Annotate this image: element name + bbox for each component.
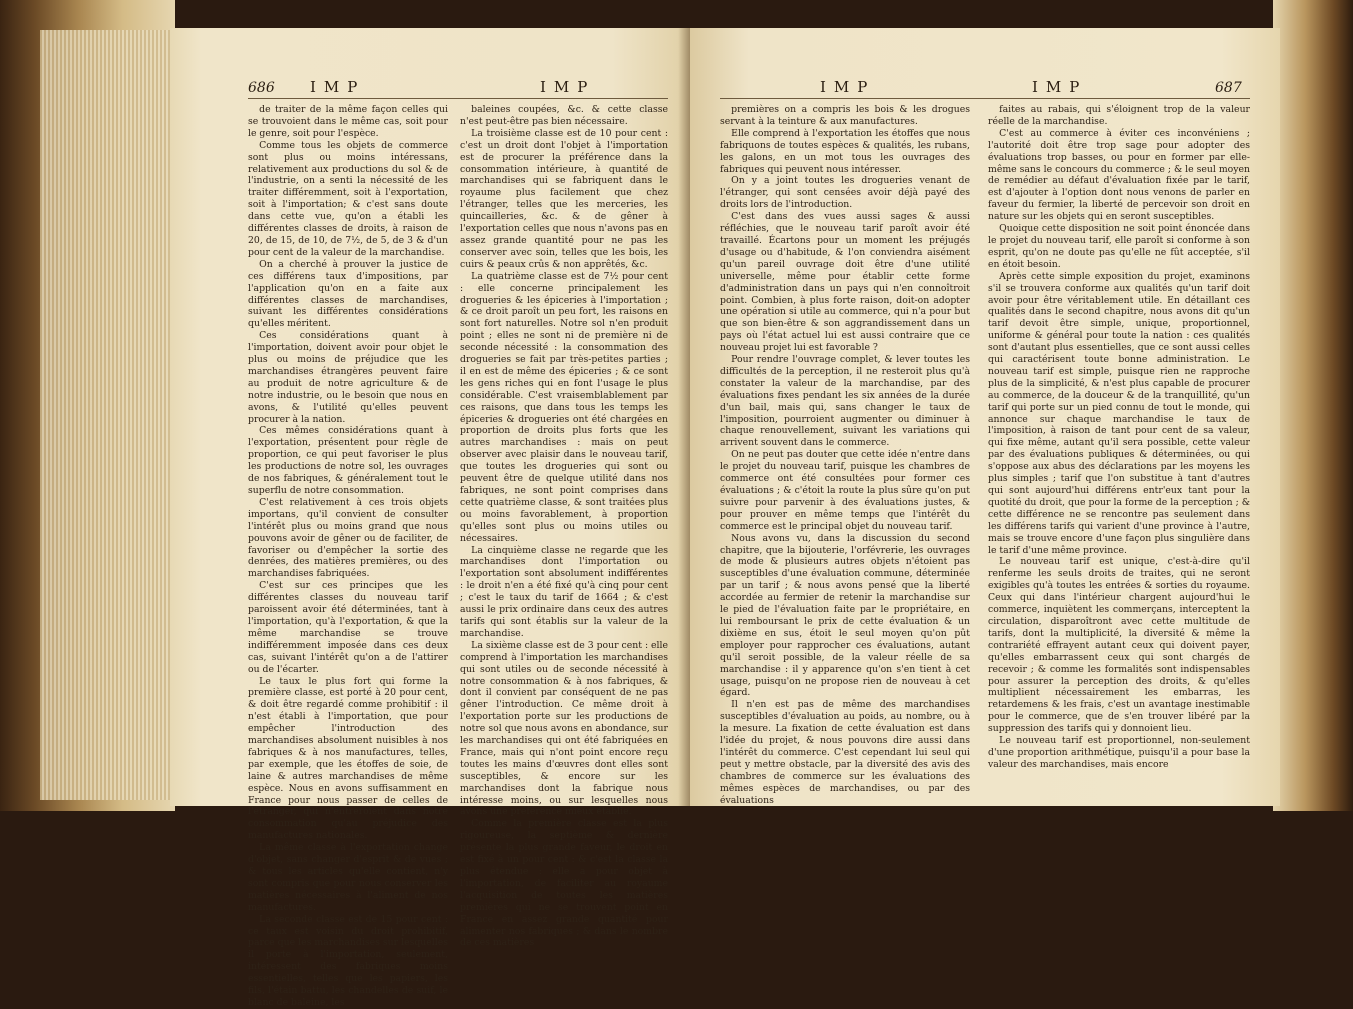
left-head-rule: [248, 98, 668, 99]
paragraph: La cinquième classe ne regarde que les marchandises dont l'importation ou l'exportation sont absolument indifférentes : le droit n'en a été fixé qu'à cinq pour cent ; c'est le taux du tarif de 1664 ; & c'est aussi le prix ordinaire dans ceux des autres tarifs qui sont établis sur la valeur de la marchandise.: [460, 544, 668, 639]
book-edge-right: [1273, 0, 1353, 811]
paragraph: Il n'en est pas de même des marchandises susceptibles d'évaluation au poids, au nombre, ou à la mesure. La fixation de cette évaluation est dans l'idée du projet, & nous pouvons dire aussi dans l'intérêt du commerce. C'est cependant lui seul qui peut y mettre obstacle, par la diversité des avis des chambres de commerce sur les évaluations des mêmes espèces de marchandises, ou par des évaluations: [720, 699, 970, 806]
paragraph: La troisième classe est de 10 pour cent : c'est un droit dont l'objet à l'importation est de procurer la préférence dans la consommation intérieure, à quantité de marchandises qui se fabriquent dans le royaume plus facilement que chez l'étranger, telles que les merceries, les quincailleries, &c. & de gêner à l'exportation celles que nous n'avons pas en assez grande quantité pour ne pas les conserver avec soin, telles que les bois, les cuirs & peaux crûs & non apprêtés, &c.: [460, 127, 668, 270]
left-column-2: [460, 104, 668, 949]
right-running-head-1: IMP: [820, 78, 876, 96]
paragraph: C'est relativement à ces trois objets importans, qu'il convient de consulter l'intérêt plus ou moins grand que nous pouvons avoir de gêner ou de faciliter, de favoriser ou d'empêcher la sortie des denrées, des matières premières, ou des marchandises fabriquées.: [248, 496, 448, 580]
paragraph: Nous avons vu, dans la discussion du second chapitre, que la bijouterie, l'orfévrerie, les ouvrages de mode & plusieurs autres objets n'étoient pas susceptibles d'une évaluation commune, déterminée par un tarif ; & nous avons pensé que la liberté accordée au fermier de retenir la marchandise sur le pied de l'évaluation faite par le propriétaire, en lui remboursant le prix de cette évaluation & un dixième en sus, étoit le seul moyen qu'on pût employer pour rapprocher ces évaluations, autant qu'il seroit possible, de la valeur réelle de sa marchandise : il y apparence qu'on s'en tient à cet usage, puisqu'on ne propose rien de nouveau à cet égard.: [720, 532, 970, 699]
paragraph: La seconde classe est de 15 pour cent : ce taux est voisin du droit prohibitif, parce que les marchandises sur lesquelles il porte à l'importation, seulement, intéressent des fabriques moins essentielles, telles que les papiers, les fils, l'étain battu, les chandelles de suif, le blanc de baleine, les: [248, 913, 448, 1008]
right-column-2: [988, 104, 1250, 771]
paragraph: La quatrième classe est de 7½ pour cent : elle concerne principalement les drogueries & les épiceries à l'importation ; & ce droit paroît un peu fort, les raisons en sont fort naturelles. Notre sol n'en produit point ; elles ne sont ni de première ni de seconde nécessité : la consommation des drogueries se fait par très-petites parties ; il en est de même des épiceries ; & ce sont les gens riches qui en font l'usage le plus considérable. C'est vraisemblablement par ces raisons, que dans tous les temps les épiceries & drogueries ont été chargées en proportion de droits plus forts que les autres marchandises : mais on peut observer avec plaisir dans le nouveau tarif, que toutes les drogueries qui sont ou peuvent être de quelque utilité dans nos fabriques, ne sont point comprises dans cette quatrième classe, & sont traitées plus ou moins favorablement, à proportion qu'elles sont plus ou moins utiles ou nécessaires.: [460, 270, 668, 544]
right-page-number: 687: [1215, 80, 1242, 96]
paragraph: Quoique cette disposition ne soit point énoncée dans le projet du nouveau tarif, elle paroît si conforme à son esprit, qu'on ne doute pas qu'elle ne fût acceptée, s'il en étoit besoin.: [988, 223, 1250, 270]
paragraph: Le taux le plus fort qui forme la première classe, est porté à 20 pour cent, & doit être regardé comme prohibitif : il n'est établi à l'importation, que pour empêcher l'introduction des marchandises absolument nuisibles à nos fabriques & à nos manufactures, telles, par exemple, que les étoffes de soie, de laine & autres marchandises de même espèce. Nous en avons suffisamment en France pour nous passer de celles de l'étranger, qui n'entreroient dans notre consommation qu'au préjudice des manufactures nationales.: [248, 675, 448, 842]
paragraph: Ces considérations quant à l'importation, doivent avoir pour objet le plus ou moins de préjudice que les marchandises étrangères peuvent faire au produit de notre agriculture & de notre industrie, ou le besoin que nous en avons, & l'utilité qu'elles peuvent procurer à la nation.: [248, 330, 448, 425]
paragraph: de traiter de la même façon celles qui se trouvoient dans le même cas, soit pour le genre, soit pour l'espèce.: [248, 104, 448, 139]
paragraph: Le nouveau tarif est unique, c'est-à-dire qu'il renferme les seuls droits de traites, qui ne seront exigibles qu'à toutes les entrées & sorties du royaume. Ceux qui dans l'intérieur chargent aujourd'hui le commerce, inquiètent les commerçans, interceptent la circulation, disparoîtront avec cette multitude de tarifs, dont la multiplicité, la diversité & même la contrariété effrayent autant ceux qui doivent payer, qu'elles embarrassent ceux qui sont chargés de recevoir ; & comme les formalités sont indispensables pour assurer la perception des droits, & qu'elles multiplient nécessairement les embarras, les retardemens & les frais, c'est un avantage inestimable pour le commerce, que de s'en trouver libéré par la suppression des tarifs qui y donnoient lieu.: [988, 556, 1250, 735]
paragraph: premières on a compris les bois & les drogues servant à la teinture & aux manufactures.: [720, 104, 970, 127]
paragraph: baleines coupées, &c. & cette classe n'est peut-être pas bien nécessaire.: [460, 104, 668, 127]
paragraph: Pour rendre l'ouvrage complet, & lever toutes les difficultés de la perception, il ne resteroit plus qu'à constater la valeur de la marchandise, par des évaluations fixes pendant les six années de la durée d'un bail, mais qui, sans changer le taux de l'imposition, pourroient augmenter ou diminuer à chaque renouvellement, suivant les variations qui arrivent souvent dans le commerce.: [720, 354, 970, 449]
right-running-head-2: IMP: [1032, 78, 1088, 96]
paragraph: On ne peut pas douter que cette idée n'entre dans le projet du nouveau tarif, puisque les chambres de commerce ont été consultées pour former ces évaluations ; & c'étoit la route la plus sûre qu'on put suivre pour parvenir à des évaluations justes, & pour prouver en même temps que l'intérêt du commerce est le principal objet du nouveau tarif.: [720, 449, 970, 532]
page-edges-left: [40, 30, 170, 800]
paragraph: Le nouveau tarif est proportionnel, non-seulement d'une proportion arithmétique, puisqu'il a pour base la valeur des marchandises, mais encore: [988, 735, 1250, 770]
paragraph: On a cherché à prouver la justice de ces différens taux d'impositions, par l'application qu'on en a faite aux différentes classes de marchandises, suivant les différentes considérations qu'elles méritent.: [248, 258, 448, 330]
paragraph: Ces mêmes considérations quant à l'exportation, présentent pour règle de proportion, ce qui peut favoriser le plus les productions de notre sol, les ouvrages de nos fabriques, & généralement tout le superflu de notre consommation.: [248, 425, 448, 496]
left-column-1: [248, 104, 448, 1009]
paragraph: Elle comprend à l'exportation les étoffes que nous fabriquons de toutes espèces & qualités, les rubans, les galons, en un mot tous les ouvrages des fabriques qui peuvent nous intéresser.: [720, 127, 970, 175]
left-page-number: 686: [248, 80, 275, 96]
paragraph: La sixième classe est de 3 pour cent : elle comprend à l'importation les marchandises qui sont utiles ou de seconde nécessité à notre consommation & à nos fabriques, & dont il convient par conséquent de ne pas gêner l'introduction. Ce même droit à l'exportation porte sur les productions de notre sol que nous avons en abondance, sur les marchandises qui ont été fabriquées en France, mais qui n'ont point encore reçu toutes les mains d'œuvres dont elles sont susceptibles, & encore sur les marchandises dont la fabrique nous intéresse moins, ou sur lesquelles nous avons une préférence mieux établie.: [460, 639, 668, 818]
left-running-head-2: IMP: [540, 78, 596, 96]
left-running-head-1: IMP: [310, 78, 366, 96]
paragraph: Après cette simple exposition du projet, examinons s'il se trouvera conforme aux qualités qu'un tarif doit avoir pour être véritablement utile. En détaillant ces qualités dans le second chapitre, nous avons dit qu'un tarif devoit être simple, unique, proportionnel, uniforme & général pour toute la nation : ces qualités sont d'autant plus essentielles, que ce sont aussi celles qui caractérisent toute bonne administration. Le nouveau tarif est simple, puisque rien ne rapproche plus de la simplicité, & n'est plus capable de procurer au commerce, de la douceur & de la tranquillité, qu'un tarif qui porte sur un pied connu de tout le monde, qui annonce sur chaque marchandise le taux de l'imposition, à raison de tant pour cent de sa valeur, qui fixe même, autant qu'il sera possible, cette valeur par des évaluations publiques & déterminées, ou qui s'oppose aux abus des déclarations par les moyens les plus simples ; tarif que l'on substitue à tant d'autres qui sont aujourd'hui différens entr'eux tant pour la quotité du droit, que pour la forme de la perception ; & cette différence ne se rencontre pas seulement dans les différens tarifs qui varient d'une province à l'autre, mais se trouve encore d'une façon plus singulière dans le tarif d'une même province.: [988, 270, 1250, 556]
paragraph: Comme tous les objets de commerce sont plus ou moins intéressans, relativement aux productions du sol & de l'industrie, on a senti la nécessité de les traiter différemment, soit à l'exportation, soit à l'importation; & c'est sans doute dans cette vue, qu'on a établi les différentes classes de droits, à raison de 20, de 15, de 10, de 7½, de 5, de 3 & d'un pour cent de la valeur de la marchandise.: [248, 139, 448, 258]
paragraph: La même classe à l'exportation change d'objet, sans changer d'esprit & de vues ; & tous les articles qu'elle contient, n'y sont compris que pour nous conserver les matières nécessaires à l'aliment de nos manufactures.: [248, 842, 448, 913]
right-head-rule: [720, 98, 1250, 99]
right-column-1: [720, 104, 970, 806]
right-page: [690, 28, 1280, 806]
paragraph: Comme la première classe est la plus rigoureuse, la septième & dernière présente la plus grande faveur, le droit en est fixé à un pour cent : & c'est la classe la plus étendue : elle a pour objet à l'importation, de faciliter au royaume l'acquisition de toutes les matières premières qui ne se trouvent point en France en assez grande quantité pour alimenter nos fabriques ; & dans le nombre de ces matières: [460, 818, 668, 949]
paragraph: C'est au commerce à éviter ces inconvéniens ; l'autorité doit être trop sage pour adopter des évaluations trop basses, ou pour en former par elle-même sans le concours du commerce ; & le seul moyen de remédier au défaut d'évaluation fixée par le tarif, est d'ajouter à l'option dont nous venons de parler en faveur du fermier, la liberté de percevoir son droit en nature sur les objets qui en seront susceptibles.: [988, 127, 1250, 223]
paragraph: C'est sur ces principes que les différentes classes du nouveau tarif paroissent avoir été déterminées, tant à l'importation, qu'à l'exportation, & que la même marchandise se trouve indifféremment imposée dans ces deux cas, suivant l'intérêt qu'on a de l'attirer ou de l'écarter.: [248, 580, 448, 675]
paragraph: faites au rabais, qui s'éloignent trop de la valeur réelle de la marchandise.: [988, 104, 1250, 127]
paragraph: On y a joint toutes les drogueries venant de l'étranger, qui sont censées avoir déjà payé des droits lors de l'introduction.: [720, 175, 970, 211]
left-page: [170, 28, 690, 1008]
book-edge-left: [0, 0, 175, 811]
paragraph: C'est dans des vues aussi sages & aussi réfléchies, que le nouveau tarif paroît avoir été travaillé. Écartons pour un moment les préjugés d'usage ou d'habitude, & l'on conviendra aisément qu'un pareil ouvrage doit être d'une utilité universelle, même pour établir cette forme d'administration dans un pays qui n'en connoîtroit point. Combien, à plus forte raison, doit-on adopter une opération si utile au commerce, qui n'a pour but que son bien-être & son aggrandissement dans un pays où l'état actuel lui est aussi contraire que ce nouveau projet lui est favorable ?: [720, 211, 970, 354]
